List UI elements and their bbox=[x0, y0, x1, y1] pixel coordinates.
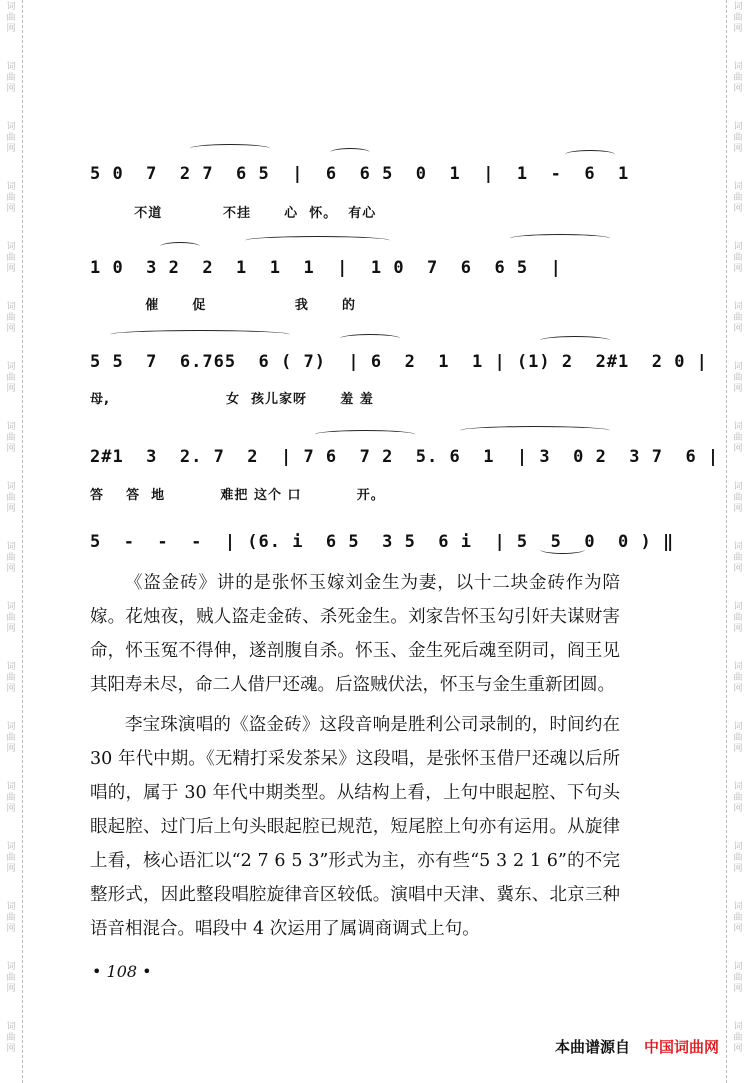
watermark-char: 曲 bbox=[733, 253, 743, 263]
watermark-char: 词 bbox=[733, 902, 743, 912]
page-number: • 108 • bbox=[92, 962, 152, 981]
watermark-char: 词 bbox=[6, 962, 16, 972]
score-row-1-notes: 5 0 7 2 7 6 5 | 6 6 5 0 1 | 1 - 6 1 bbox=[90, 164, 630, 184]
watermark-char: 曲 bbox=[6, 253, 16, 263]
watermark-char: 网 bbox=[733, 564, 743, 574]
watermark-glyph-group bbox=[727, 422, 749, 455]
watermark-char: 词 bbox=[6, 842, 16, 852]
watermark-char: 词 bbox=[733, 662, 743, 672]
watermark-char: 词 bbox=[6, 482, 16, 492]
watermark-char: 曲 bbox=[6, 673, 16, 683]
watermark-glyph-group bbox=[0, 182, 22, 215]
slur-mark bbox=[510, 234, 610, 243]
watermark-char: 曲 bbox=[733, 433, 743, 443]
watermark-char: 曲 bbox=[6, 973, 16, 983]
slur-mark bbox=[315, 430, 415, 439]
watermark-char: 网 bbox=[733, 744, 743, 754]
watermark-char: 曲 bbox=[6, 313, 16, 323]
watermark-glyph-group bbox=[727, 302, 749, 335]
watermark-glyph-group bbox=[0, 902, 22, 935]
watermark-glyph-group bbox=[0, 242, 22, 275]
watermark-char: 词 bbox=[6, 1022, 16, 1032]
watermark-glyph-group bbox=[0, 422, 22, 455]
watermark-char: 词 bbox=[733, 362, 743, 372]
watermark-char: 词 bbox=[6, 542, 16, 552]
watermark-char: 曲 bbox=[733, 793, 743, 803]
watermark-char: 网 bbox=[6, 744, 16, 754]
watermark-char: 曲 bbox=[6, 433, 16, 443]
slur-mark bbox=[330, 148, 370, 157]
watermark-char: 曲 bbox=[733, 493, 743, 503]
watermark-glyph-group bbox=[0, 602, 22, 635]
watermark-char: 曲 bbox=[733, 973, 743, 983]
score-row-3-notes: 5 5 7 6.765 6 ( 7) | 6 2 1 1 | (1) 2 2#1 2 0 | bbox=[90, 352, 708, 372]
watermark-char: 曲 bbox=[733, 313, 743, 323]
slur-mark bbox=[110, 330, 290, 339]
watermark-char: 曲 bbox=[6, 13, 16, 23]
source-site[interactable]: 中国词曲网 bbox=[643, 1038, 719, 1056]
watermark-char: 网 bbox=[6, 864, 16, 874]
watermark-char: 曲 bbox=[6, 373, 16, 383]
paragraph-1: 《盗金砖》讲的是张怀玉嫁刘金生为妻，以十二块金砖作为陪嫁。花烛夜，贼人盗走金砖、杀死金生。刘家告怀玉勾引奸夫谋财害命，怀玉冤不得伸，遂剖腹自杀。怀玉、金生死后魂至阴司，阎王见其阳寿未尽，命二人借尸还魂。后盗贼伏法，怀玉与金生重新团圆。 bbox=[90, 573, 620, 695]
watermark-glyph-group bbox=[0, 62, 22, 95]
source-label: 本曲谱源自 bbox=[554, 1038, 630, 1056]
watermark-char: 曲 bbox=[6, 613, 16, 623]
watermark-glyph-group bbox=[727, 542, 749, 575]
watermark-glyph-group bbox=[727, 362, 749, 395]
watermark-char: 词 bbox=[733, 782, 743, 792]
watermark-glyph-group bbox=[0, 302, 22, 335]
watermark-glyph-group bbox=[0, 362, 22, 395]
watermark-char: 词 bbox=[733, 1022, 743, 1032]
slur-mark bbox=[160, 242, 200, 251]
watermark-glyph-group bbox=[727, 902, 749, 935]
watermark-char: 曲 bbox=[6, 853, 16, 863]
watermark-char: 曲 bbox=[733, 1033, 743, 1043]
watermark-char: 词 bbox=[6, 902, 16, 912]
slur-mark bbox=[340, 334, 400, 343]
score-row-5-notes: 5 - - - | (6. i 6 5 3 5 6 i | 5 5 0 0 ) ‖ bbox=[90, 532, 675, 552]
watermark-char: 曲 bbox=[6, 793, 16, 803]
watermark-char: 网 bbox=[6, 564, 16, 574]
watermark-glyph-group bbox=[727, 182, 749, 215]
watermark-char: 网 bbox=[6, 984, 16, 994]
watermark-char: 词 bbox=[6, 302, 16, 312]
slur-mark bbox=[540, 336, 610, 345]
watermark-char: 词 bbox=[6, 422, 16, 432]
watermark-char: 网 bbox=[6, 204, 16, 214]
score-row-1-lyrics: 不道 不挂 心 怀。 有心 bbox=[90, 206, 377, 221]
watermark-char: 曲 bbox=[733, 193, 743, 203]
watermark-char: 网 bbox=[733, 984, 743, 994]
watermark-char: 词 bbox=[733, 182, 743, 192]
watermark-char: 曲 bbox=[6, 913, 16, 923]
paragraph-2: 李宝珠演唱的《盗金砖》这段音响是胜利公司录制的，时间约在 30 年代中期。《无精打采发茶呆》这段唱，是张怀玉借尸还魂以后所唱的，属于 30 年代中期类型。从结构上看，上句中眼起腔、下句头眼起腔、过门后上句头眼起腔已规范，短尾腔上句亦有运用。从旋律上看，核心语汇以“2 7 6 5 3”形式为主，亦有些“5 3 2 1 6”的不完整形式，因此整段唱腔旋律音区较低。演唱中天津、冀东、北京三种语音相混合。唱段中 4 次运用了属调商调式上句。 bbox=[90, 715, 620, 939]
watermark-char: 词 bbox=[733, 602, 743, 612]
watermark-char: 词 bbox=[6, 182, 16, 192]
watermark-glyph-group bbox=[0, 542, 22, 575]
watermark-glyph-group bbox=[727, 722, 749, 755]
watermark-char: 词 bbox=[733, 122, 743, 132]
watermark-char: 网 bbox=[6, 84, 16, 94]
watermark-char: 网 bbox=[6, 624, 16, 634]
watermark-char: 曲 bbox=[6, 73, 16, 83]
watermark-char: 网 bbox=[733, 504, 743, 514]
watermark-char: 词 bbox=[6, 362, 16, 372]
watermark-char: 网 bbox=[733, 684, 743, 694]
watermark-char: 曲 bbox=[6, 193, 16, 203]
watermark-char: 曲 bbox=[733, 73, 743, 83]
watermark-char: 网 bbox=[6, 924, 16, 934]
watermark-char: 网 bbox=[733, 24, 743, 34]
watermark-char: 网 bbox=[6, 324, 16, 334]
watermark-char: 词 bbox=[733, 482, 743, 492]
watermark-glyph-group bbox=[0, 962, 22, 995]
watermark-char: 词 bbox=[733, 2, 743, 12]
watermark-char: 网 bbox=[6, 264, 16, 274]
watermark-glyph-group bbox=[727, 482, 749, 515]
watermark-char: 网 bbox=[733, 924, 743, 934]
watermark-glyph-group bbox=[727, 602, 749, 635]
watermark-char: 网 bbox=[6, 1044, 16, 1054]
source-credit bbox=[555, 1036, 719, 1057]
watermark-char: 网 bbox=[6, 24, 16, 34]
watermark-char: 词 bbox=[6, 722, 16, 732]
score-row-3-lyrics: 母, 女 孩儿家呀 羞 羞 bbox=[90, 392, 374, 407]
watermark-glyph-group bbox=[727, 962, 749, 995]
slur-mark bbox=[460, 426, 610, 435]
watermark-char: 词 bbox=[733, 962, 743, 972]
watermark-char: 曲 bbox=[733, 13, 743, 23]
watermark-char: 网 bbox=[733, 804, 743, 814]
watermark-glyph-group bbox=[0, 722, 22, 755]
watermark-glyph-group bbox=[727, 242, 749, 275]
watermark-char: 曲 bbox=[6, 553, 16, 563]
watermark-char: 词 bbox=[733, 722, 743, 732]
watermark-char: 词 bbox=[733, 422, 743, 432]
watermark-char: 词 bbox=[6, 242, 16, 252]
watermark-char: 词 bbox=[733, 542, 743, 552]
watermark-char: 网 bbox=[733, 864, 743, 874]
watermark-char: 曲 bbox=[733, 733, 743, 743]
watermark-glyph-group bbox=[0, 662, 22, 695]
watermark-glyph-group bbox=[0, 782, 22, 815]
watermark-char: 网 bbox=[733, 204, 743, 214]
watermark-char: 网 bbox=[6, 684, 16, 694]
watermark-char: 曲 bbox=[6, 1033, 16, 1043]
score-row-4-lyrics: 答 答 地 难把 这个 口 开。 bbox=[90, 488, 385, 503]
watermark-char: 词 bbox=[6, 62, 16, 72]
watermark-char: 曲 bbox=[733, 853, 743, 863]
watermark-char: 词 bbox=[6, 602, 16, 612]
score-row-4-notes: 2#1 3 2. 7 2 | 7 6 7 2 5. 6 1 | 3 0 2 3 7 6 | bbox=[90, 447, 720, 467]
watermark-glyph-group bbox=[0, 1022, 22, 1055]
watermark-char: 词 bbox=[733, 62, 743, 72]
watermark-char: 词 bbox=[6, 122, 16, 132]
watermark-char: 网 bbox=[733, 84, 743, 94]
watermark-glyph-group bbox=[727, 122, 749, 155]
watermark-glyph-group bbox=[0, 482, 22, 515]
watermark-char: 词 bbox=[6, 662, 16, 672]
watermark-char: 网 bbox=[733, 384, 743, 394]
slur-mark bbox=[245, 236, 390, 245]
watermark-char: 网 bbox=[733, 1044, 743, 1054]
watermark-glyph-group bbox=[0, 122, 22, 155]
watermark-char: 曲 bbox=[733, 133, 743, 143]
score-row-2-lyrics: 催 促 我 的 bbox=[90, 298, 356, 313]
watermark-char: 词 bbox=[733, 842, 743, 852]
watermark-char: 曲 bbox=[733, 373, 743, 383]
watermark-char: 词 bbox=[6, 782, 16, 792]
watermark-char: 网 bbox=[733, 144, 743, 154]
watermark-glyph-group bbox=[727, 1022, 749, 1055]
watermark-char: 网 bbox=[6, 444, 16, 454]
watermark-glyph-group bbox=[727, 2, 749, 35]
watermark-glyph-group bbox=[727, 782, 749, 815]
watermark-char: 词 bbox=[6, 2, 16, 12]
watermark-char: 网 bbox=[6, 144, 16, 154]
watermark-glyph-group bbox=[727, 842, 749, 875]
watermark-char: 词 bbox=[733, 242, 743, 252]
watermark-char: 曲 bbox=[6, 493, 16, 503]
watermark-char: 网 bbox=[6, 384, 16, 394]
article-body bbox=[90, 566, 620, 946]
watermark-char: 网 bbox=[733, 624, 743, 634]
watermark-char: 网 bbox=[733, 444, 743, 454]
watermark-glyph-group bbox=[727, 62, 749, 95]
watermark-char: 曲 bbox=[733, 613, 743, 623]
watermark-glyph-group bbox=[0, 842, 22, 875]
slur-mark bbox=[190, 144, 270, 153]
watermark-char: 词 bbox=[733, 302, 743, 312]
watermark-char: 网 bbox=[6, 504, 16, 514]
watermark-char: 曲 bbox=[733, 553, 743, 563]
watermark-glyph-group bbox=[727, 662, 749, 695]
watermark-glyph-group bbox=[0, 2, 22, 35]
watermark-char: 曲 bbox=[6, 133, 16, 143]
watermark-char: 网 bbox=[733, 324, 743, 334]
slur-mark bbox=[565, 150, 615, 159]
score-row-2-notes: 1 0 3 2 2 1 1 1 | 1 0 7 6 6 5 | bbox=[90, 258, 562, 278]
watermark-char: 曲 bbox=[733, 673, 743, 683]
watermark-char: 曲 bbox=[6, 733, 16, 743]
slur-mark bbox=[540, 545, 585, 554]
watermark-char: 网 bbox=[733, 264, 743, 274]
watermark-char: 网 bbox=[6, 804, 16, 814]
watermark-char: 曲 bbox=[733, 913, 743, 923]
